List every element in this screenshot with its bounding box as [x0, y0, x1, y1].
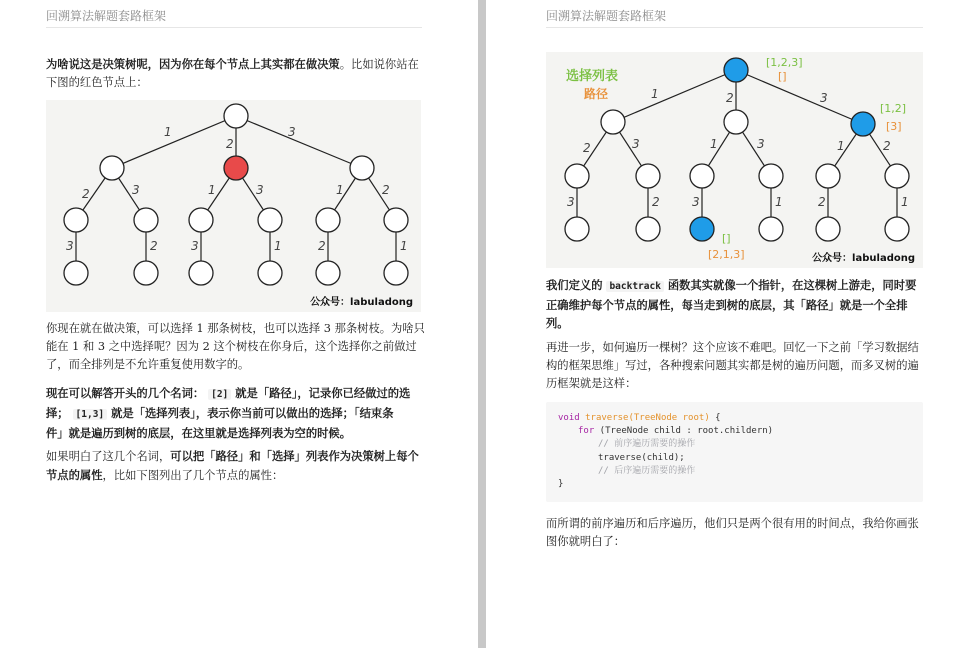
f1-edge-label: 3 — [256, 183, 264, 197]
left-para-1-bold: 为啥说这是决策树呢，因为你在每个节点上其实都在做决策 — [46, 57, 340, 71]
code-line-2 — [578, 425, 773, 438]
right-para-1-text: 列。 — [546, 316, 569, 330]
code-comment-postorder: // 后序遍历需要的操作 — [598, 466, 696, 476]
f1-edge-label: 3 — [191, 239, 199, 253]
left-para-4-text: ，比如下图列出了几个节点的属性： — [102, 469, 284, 482]
right-para-2 — [546, 339, 926, 393]
tree-node-l2-f — [885, 164, 909, 188]
code-line-1 — [558, 412, 721, 425]
tree-node-l2-a — [565, 164, 589, 188]
tree-node-l2-c — [189, 208, 213, 232]
tree-node-l1-c-active — [851, 112, 875, 136]
left-para-4-bold: 节点的属性 — [46, 468, 103, 482]
tree-node-root — [224, 104, 248, 128]
mid-path-attr: [1,2] — [880, 102, 907, 115]
f2-edge-label: 2 — [818, 195, 826, 209]
left-para-3-text: 现在可以解答开头的几个名词： — [46, 386, 205, 400]
left-para-2-line: 你现在就在做决策，可以选择 1 那条树枝，也可以选择 3 那条树枝。为啥只 — [46, 322, 425, 335]
right-para-1-text: 函数其实就像一个指针，在这棵树上游走，同时要 — [667, 278, 917, 292]
f1-edge-label: 2 — [82, 187, 90, 201]
f2-edge-label: 1 — [901, 195, 909, 209]
f2-edge-label: 1 — [775, 195, 783, 209]
left-para-3-text: 件」就是遍历到树的底层，在这里就是选择列表为空的时候。 — [46, 426, 352, 440]
decision-tree-figure — [46, 100, 421, 312]
f1-edge-label: 1 — [274, 239, 282, 253]
left-para-4-bold: 可以把「路径」和「选择」列表作为决策树上每个 — [170, 449, 419, 463]
root-choice-attr: [1,2,3] — [766, 56, 803, 69]
f1-edge-label: 2 — [226, 137, 234, 151]
tree-node-l1-c — [350, 156, 374, 180]
code-recursive-call: traverse(child); — [598, 453, 685, 463]
f2-edge-label: 1 — [837, 139, 845, 153]
code-keyword: void — [558, 413, 580, 423]
tree-node-l3-f — [384, 261, 408, 285]
f1-edge-label: 1 — [336, 183, 344, 197]
f2-edge-label: 1 — [651, 87, 659, 101]
code-keyword: for — [578, 426, 595, 436]
left-para-2-line: 了，而全排列是不允许重复使用数字的。 — [46, 358, 250, 371]
tree-node-l1-b-highlighted — [224, 156, 248, 180]
f2-edge-label: 3 — [632, 137, 640, 151]
f2-edge-label: 3 — [567, 195, 575, 209]
tree-node-l2-b — [636, 164, 660, 188]
left-para-4-text: 如果明白了这几个名词， — [46, 450, 171, 463]
right-page-header: 回溯算法解题套路框架 — [546, 9, 667, 23]
f1-edge-label: 1 — [208, 183, 216, 197]
code-closing-brace: } — [558, 479, 564, 489]
inline-code-backtrack: backtrack — [606, 281, 663, 292]
tree-node-l3-c-active — [690, 217, 714, 241]
right-para-1 — [546, 276, 926, 332]
tree-node-l2-b — [134, 208, 158, 232]
f1-edge-label: 3 — [288, 125, 296, 139]
figure-caption-watermark: 公众号：labuladong — [310, 297, 413, 308]
f2-edge-label: 2 — [883, 139, 891, 153]
f1-edge-label: 1 — [164, 125, 172, 139]
left-para-2-line: 能在 1 和 3 之中选择呢？因为 2 这个树枝在你身后，这个选择你之前做过 — [46, 340, 417, 353]
code-block — [546, 402, 923, 502]
right-para-1-text: 我们定义的 — [546, 278, 603, 292]
decision-tree-attributes-figure — [546, 52, 923, 268]
tree-node-l3-d — [759, 217, 783, 241]
left-para-3 — [46, 384, 426, 442]
tree-node-l2-d — [258, 208, 282, 232]
inline-code-choices: [1,3] — [73, 409, 108, 420]
mid-choice-attr: [3] — [886, 120, 902, 133]
decision-tree-svg — [46, 100, 421, 312]
right-para-3-line: 而所谓的前序遍历和后序遍历，他们只是两个很有用的时间点，我给你画张 — [546, 517, 919, 530]
tree-node-l2-d — [759, 164, 783, 188]
left-para-3-text: 就是「路径」，记录你已经做过的选 — [235, 386, 411, 400]
tree-node-l2-c — [690, 164, 714, 188]
left-para-2 — [46, 320, 426, 374]
f2-edge-label: 2 — [583, 141, 591, 155]
f1-edge-label: 2 — [382, 183, 390, 197]
tree-node-l2-a — [64, 208, 88, 232]
inline-code-path: [2] — [208, 389, 231, 400]
f2-edge-label: 2 — [726, 91, 734, 105]
right-para-2-line: 构的框架思维」写过，各种搜索问题其实都是树的遍历问题，而多叉树的遍 — [546, 359, 919, 372]
code-function-signature: traverse(TreeNode root) — [585, 413, 710, 423]
f2-edge-label: 2 — [652, 195, 660, 209]
decision-tree-attributes-svg — [546, 52, 923, 268]
tree-node-root-active — [724, 58, 748, 82]
page-divider — [478, 0, 486, 648]
left-para-1-text-a: 。比如说你站在 — [339, 58, 419, 71]
tree-node-l3-c — [189, 261, 213, 285]
left-para-3-text: 就是「选择列表」，表示你当前可以做出的选择；「结束条 — [111, 406, 394, 420]
f2-edge-label: 3 — [692, 195, 700, 209]
tree-node-l2-e — [816, 164, 840, 188]
tree-node-l3-b — [636, 217, 660, 241]
f1-edge-label: 3 — [132, 183, 140, 197]
right-header-divider — [546, 27, 923, 28]
right-para-3 — [546, 515, 926, 551]
f1-edge-label: 1 — [400, 239, 408, 253]
tree-node-l3-e — [316, 261, 340, 285]
legend-path: 路径 — [584, 87, 609, 101]
right-para-3-line: 图你就明白了： — [546, 535, 626, 548]
tree-node-l3-e — [816, 217, 840, 241]
code-text: (TreeNode child : root.childern) — [594, 426, 774, 436]
tree-node-l2-e — [316, 208, 340, 232]
right-para-1-text: 正确维护每个节点的属性，每当走到树的底层，其「路径」就是一个全排 — [546, 298, 908, 312]
code-text: { — [709, 413, 721, 423]
tree-node-l3-a — [565, 217, 589, 241]
tree-node-l3-b — [134, 261, 158, 285]
leaf-path-attr: [2,1,3] — [708, 248, 745, 261]
right-para-2-line: 历框架就是这样： — [546, 377, 637, 390]
root-path-attr: [] — [778, 70, 787, 83]
tree-node-l3-d — [258, 261, 282, 285]
tree-node-l1-b — [724, 110, 748, 134]
code-comment-preorder: // 前序遍历需要的操作 — [598, 439, 696, 449]
left-para-1 — [46, 55, 426, 92]
right-para-2-line: 再进一步，如何遍历一棵树？这个应该不难吧。回忆一下之前「学习数据结 — [546, 341, 919, 354]
tree-node-l3-a — [64, 261, 88, 285]
f2-edge-label: 1 — [710, 137, 718, 151]
f2-edge-label: 3 — [757, 137, 765, 151]
leaf-choice-attr: [] — [722, 232, 731, 245]
left-para-3-text: 择； — [46, 406, 69, 420]
tree-node-l1-a — [100, 156, 124, 180]
f1-edge-label: 3 — [66, 239, 74, 253]
tree-node-l2-f — [384, 208, 408, 232]
legend-choice-list: 选择列表 — [566, 69, 619, 84]
f1-edge-label: 2 — [150, 239, 158, 253]
f1-edge-label: 2 — [318, 239, 326, 253]
left-page-header: 回溯算法解题套路框架 — [46, 9, 167, 23]
tree-node-l1-a — [601, 110, 625, 134]
figure-caption-watermark: 公众号：labuladong — [812, 253, 915, 264]
tree-node-l3-f — [885, 217, 909, 241]
left-para-4 — [46, 447, 426, 485]
left-para-1-text-b: 下图的红色节点上： — [46, 76, 148, 89]
f2-edge-label: 3 — [820, 91, 828, 105]
left-header-divider — [46, 27, 422, 28]
